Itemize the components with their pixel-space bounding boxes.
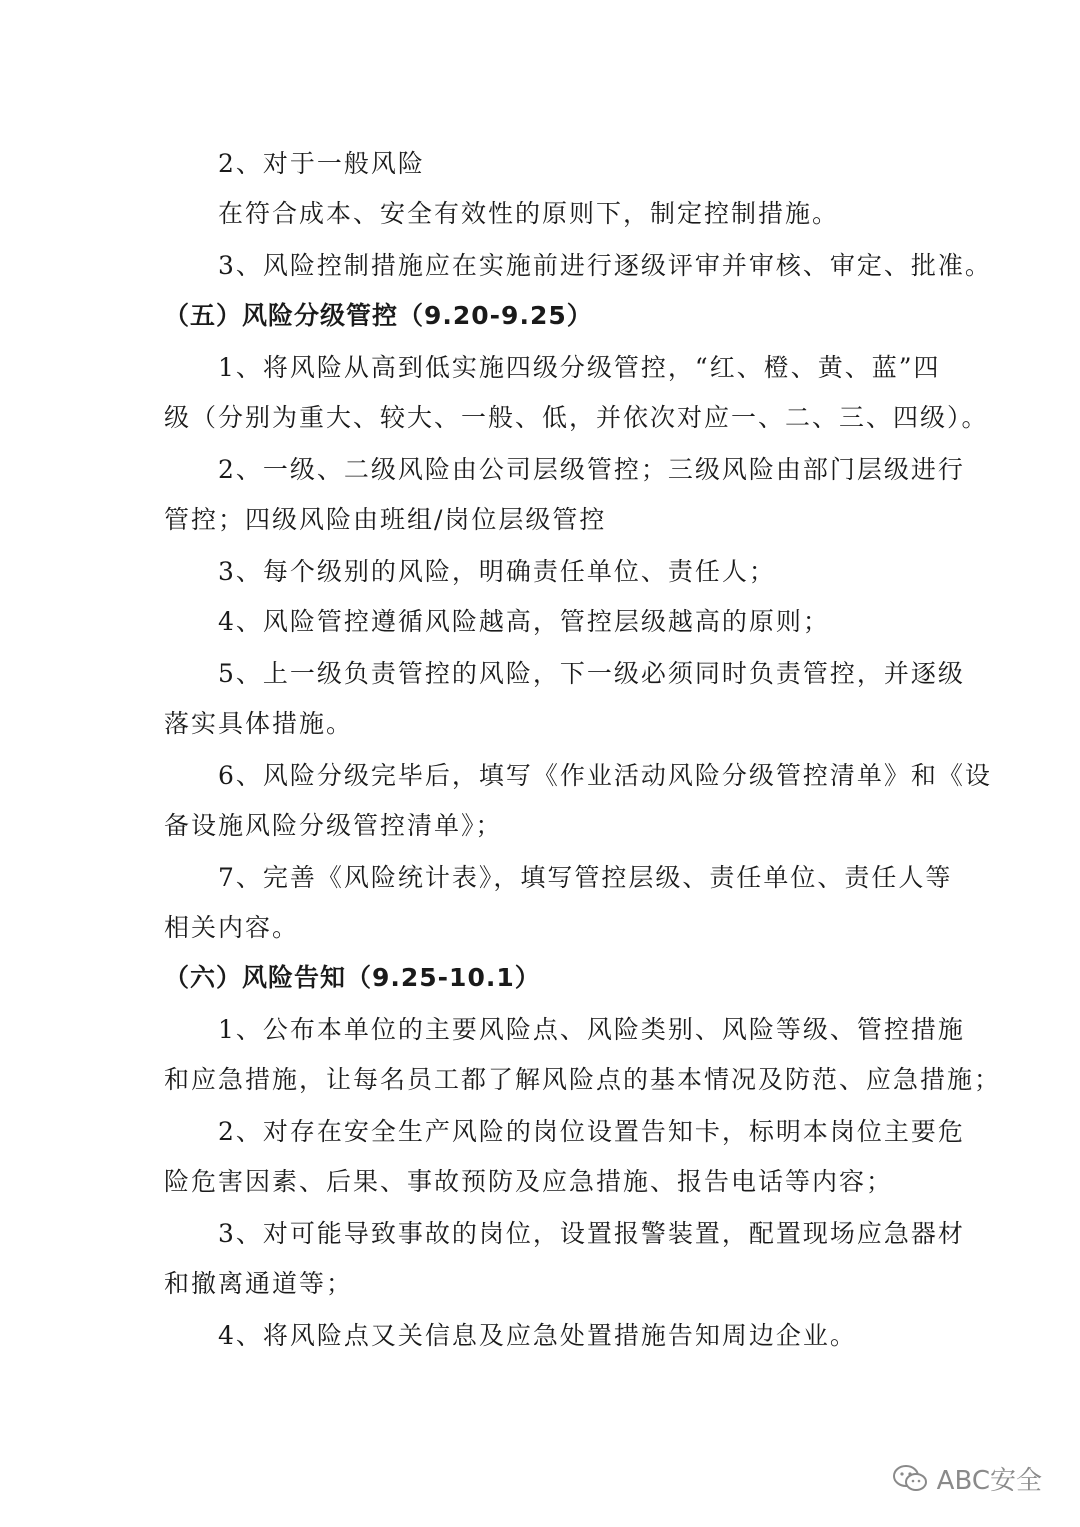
text-line: 5、上一级负责管控的风险，下一级必须同时负责管控，并逐级 [218,659,965,688]
text-line: 3、风险控制措施应在实施前进行逐级评审并审核、审定、批准。 [218,251,992,280]
watermark-text: ABC安全 [936,1466,1042,1496]
watermark [891,1460,1042,1497]
text-line: 管控；四级风险由班组/岗位层级管控 [164,505,607,534]
text-line: 险危害因素、后果、事故预防及应急措施、报告电话等内容； [164,1167,894,1196]
text-line: 6、风险分级完毕后，填写《作业活动风险分级管控清单》和《设 [218,761,992,790]
text-line: 1、公布本单位的主要风险点、风险类别、风险等级、管控措施 [218,1015,965,1044]
text-line: 2、一级、二级风险由公司层级管控；三级风险由部门层级进行 [218,455,965,484]
wechat-icon [891,1463,929,1495]
text-line: 3、每个级别的风险，明确责任单位、责任人； [218,557,776,586]
text-line: 2、对存在安全生产风险的岗位设置告知卡，标明本岗位主要危 [218,1117,965,1146]
section-heading-6: （六）风险告知（9.25-10.1） [164,963,541,992]
text-line: 落实具体措施。 [164,709,354,738]
text-line: 和应急措施，让每名员工都了解风险点的基本情况及防范、应急措施； [164,1065,1002,1094]
text-line: 4、将风险点又关信息及应急处置措施告知周边企业。 [218,1321,857,1350]
text-line: 备设施风险分级管控清单》； [164,811,503,840]
text-line: 1、将风险从高到低实施四级分级管控，“红、橙、黄、蓝”四 [218,353,941,382]
section-heading-5: （五）风险分级管控（9.20-9.25） [164,301,593,330]
text-line: 和撤离通道等； [164,1269,354,1298]
text-line: 在符合成本、安全有效性的原则下，制定控制措施。 [218,199,840,228]
text-line: 4、风险管控遵循风险越高，管控层级越高的原则； [218,607,830,636]
text-line: 7、完善《风险统计表》，填写管控层级、责任单位、责任人等 [218,863,953,892]
text-line: 相关内容。 [164,913,300,942]
text-line: 3、对可能导致事故的岗位，设置报警装置，配置现场应急器材 [218,1219,965,1248]
text-line: 2、对于一般风险 [218,149,425,178]
text-line: 级（分别为重大、较大、一般、低，并依次对应一、二、三、四级）。 [164,403,989,432]
